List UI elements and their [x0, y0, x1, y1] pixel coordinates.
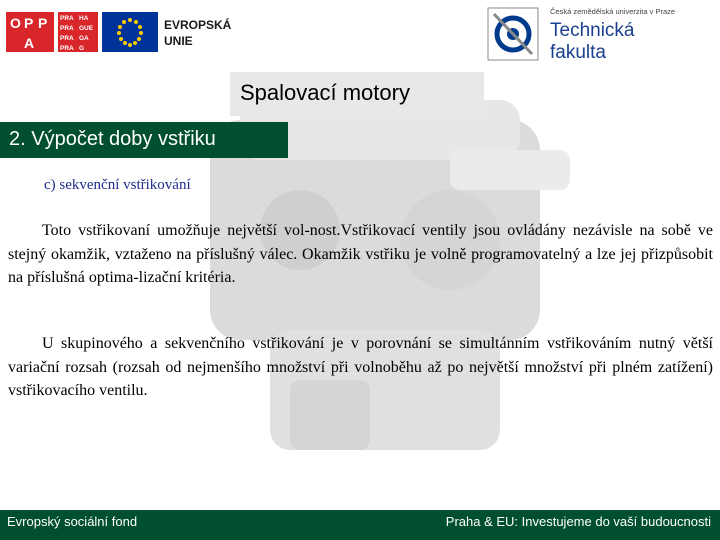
oppa-letter-a: A	[24, 35, 35, 51]
oppa-grid-text: HA	[79, 15, 89, 22]
oppa-logo	[6, 12, 98, 52]
paragraph-1: Toto vstřikovaní umožňuje největší vol-nost.Vstřikovací ventily jsou ovládány nezávisle na sobě ve stejný okamžik, vztaženo na příslušný válec. Okamžik vstřiku je volně programovatelný a lze jej přizpůsobit na příslušná optima-lizační kritéria.	[8, 222, 713, 286]
oppa-grid-text: GUE	[79, 25, 94, 32]
oppa-grid-text: PRA	[60, 15, 74, 22]
oppa-letter-o: O	[10, 15, 21, 31]
oppa-letter-p2: P	[38, 15, 48, 31]
faculty-name-line1: Technická	[550, 20, 635, 41]
oppa-grid-text: GA	[79, 35, 89, 42]
eu-logo-line1: EVROPSKÁ	[164, 18, 232, 32]
oppa-grid-text: PRA	[60, 35, 74, 42]
subsection-heading: c) sekvenční vstřikování	[44, 177, 191, 193]
footer-left-text: Evropský sociální fond	[7, 514, 138, 529]
university-name: Česká zemědělská univerzita v Praze	[550, 7, 676, 16]
oppa-grid-text: PRA	[60, 45, 74, 52]
oppa-grid-text: PRA	[60, 25, 74, 32]
oppa-grid-text: G	[79, 45, 85, 52]
oppa-letter-p1: P	[24, 15, 34, 31]
faculty-emblem-icon	[488, 8, 538, 60]
slide-title: Spalovací motory	[240, 80, 410, 105]
faculty-name-line2: fakulta	[550, 42, 606, 63]
eu-logo-line2: UNIE	[164, 34, 193, 48]
footer-right-text: Praha & EU: Investujeme do vaší budoucnosti	[445, 514, 711, 529]
paragraph-2: U skupinového a sekvenčního vstřikování je v porovnání se simultánním vstřikováním nutný větší variační rozsah (rozsah od nejmenšího množství při volnoběhu až po největší množství při plném zatížení) vstřikovacího ventilu.	[8, 335, 713, 399]
eu-logo	[102, 12, 242, 52]
section-heading: 2. Výpočet doby vstřiku	[9, 128, 216, 150]
faculty-logo	[484, 4, 714, 64]
